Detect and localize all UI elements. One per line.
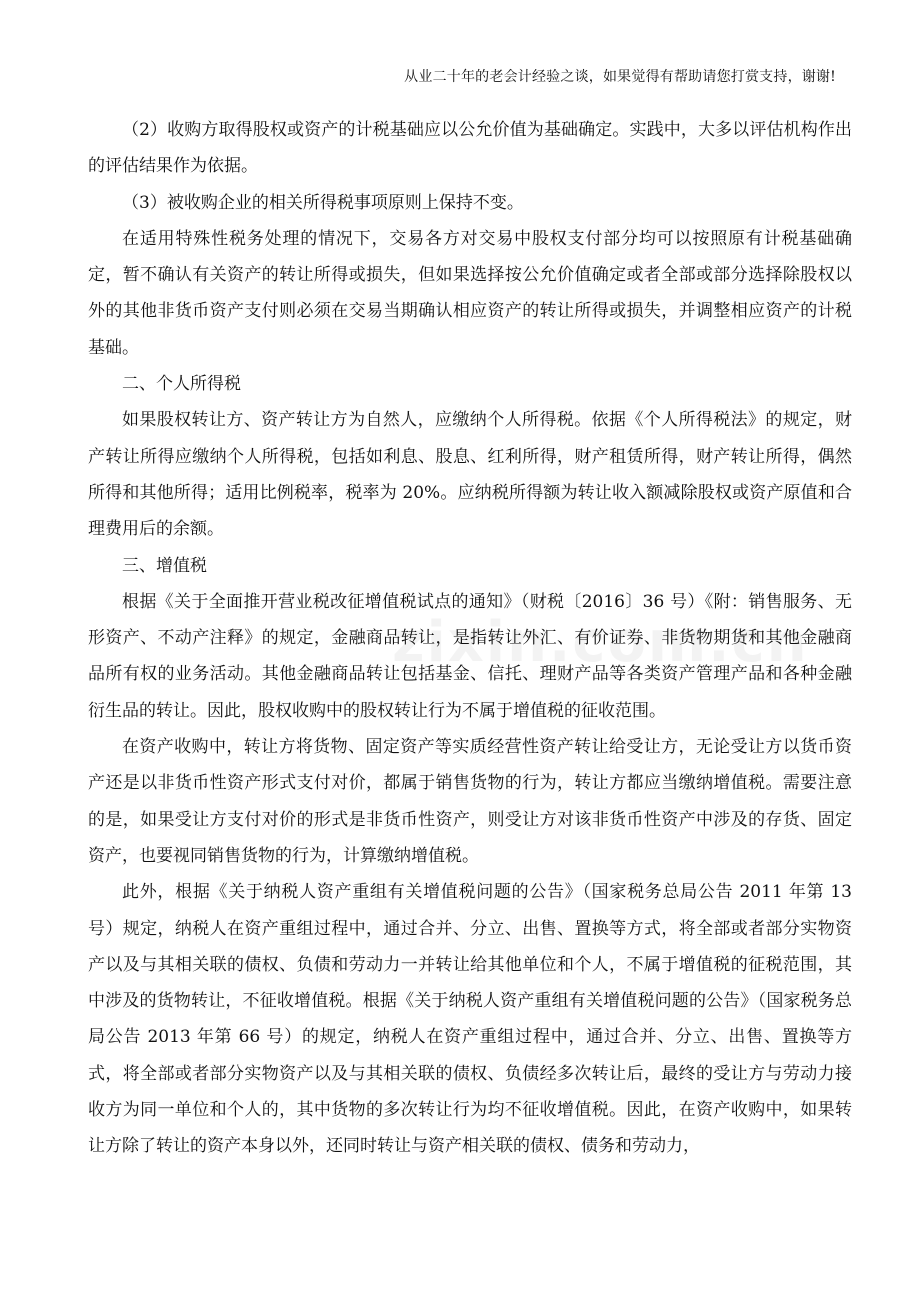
section-heading-personal-income-tax: 二、个人所得税	[122, 374, 241, 395]
paragraph-personal-income-tax: 如果股权转让方、资产转让方为自然人，应缴纳个人所得税。依据《个人所得税法》的规定，财产转让所得应缴纳个人所得税，包括如利息、股息、红利所得，财产租赁所得，财产转让所得，偶然所得和其他所得；适用比例税率，税率为 20%。应纳税所得额为转让收入额减除股权或资产原值和合理费用后的余额。	[88, 410, 852, 540]
page-header-note: 从业二十年的老会计经验之谈，如果觉得有帮助请您打赏支持，谢谢!	[404, 69, 836, 85]
document-body	[88, 112, 852, 1165]
paragraph-vat-asset-acquisition: 在资产收购中，转让方将货物、固定资产等实质经营性资产转让给受让方，无论受让方以货币资产还是以非货币性资产形式支付对价，都属于销售货物的行为，转让方都应当缴纳增值税。需要注意的是，如果受让方支付对价的形式是非货币性资产，则受让方对该非货币性资产中涉及的存货、固定资产，也要视同销售货物的行为，计算缴纳增值税。	[88, 737, 852, 866]
section-heading-vat: 三、增值税	[122, 555, 207, 576]
paragraph-vat-asset-restructuring: 此外，根据《关于纳税人资产重组有关增值税问题的公告》（国家税务总局公告 2011 年第 13 号）规定，纳税人在资产重组过程中，通过合并、分立、出售、置换等方式，将全部或者部分实物资产以及与其相关联的债权、负债和劳动力一并转让给其他单位和个人，不属于增值税的征税范围，其中涉及的货物转让，不征收增值税。根据《关于纳税人资产重组有关增值税问题的公告》（国家税务总局公告 2013 年第 66 号）的规定，纳税人在资产重组过程中，通过合并、分立、出售、置换等方式，将全部或者部分实物资产以及与其相关联的债权、负债经多次转让后，最终的受让方与劳动力接收方为同一单位和个人的，其中货物的多次转让行为均不征收增值税。因此，在资产收购中，如果转让方除了转让的资产本身以外，还同时转让与资产相关联的债权、债务和劳动力，	[88, 882, 852, 1157]
paragraph-acquirer-tax-basis: （2）收购方取得股权或资产的计税基础应以公允价值为基础确定。实践中，大多以评估机构作出的评估结果作为依据。	[88, 120, 852, 177]
paragraph-vat-financial-products: 根据《关于全面推开营业税改征增值税试点的通知》（财税〔2016〕36 号）《附：销售服务、无形资产、不动产注释》的规定，金融商品转让，是指转让外汇、有价证券、非货物期货和其他金融商品所有权的业务活动。其他金融商品转让包括基金、信托、理财产品等各类资产管理产品和各种金融衍生品的转让。因此，股权收购中的股权转让行为不属于增值税的征收范围。	[88, 591, 852, 721]
paragraph-special-tax-treatment: 在适用特殊性税务处理的情况下，交易各方对交易中股权支付部分均可以按照原有计税基础确定，暂不确认有关资产的转让所得或损失，但如果选择按公允价值确定或者全部或部分选择除股权以外的其他非货币资产支付则必须在交易当期确认相应资产的转让所得或损失，并调整相应资产的计税基础。	[88, 228, 852, 358]
paragraph-target-tax-unchanged: （3）被收购企业的相关所得税事项原则上保持不变。	[122, 192, 524, 213]
